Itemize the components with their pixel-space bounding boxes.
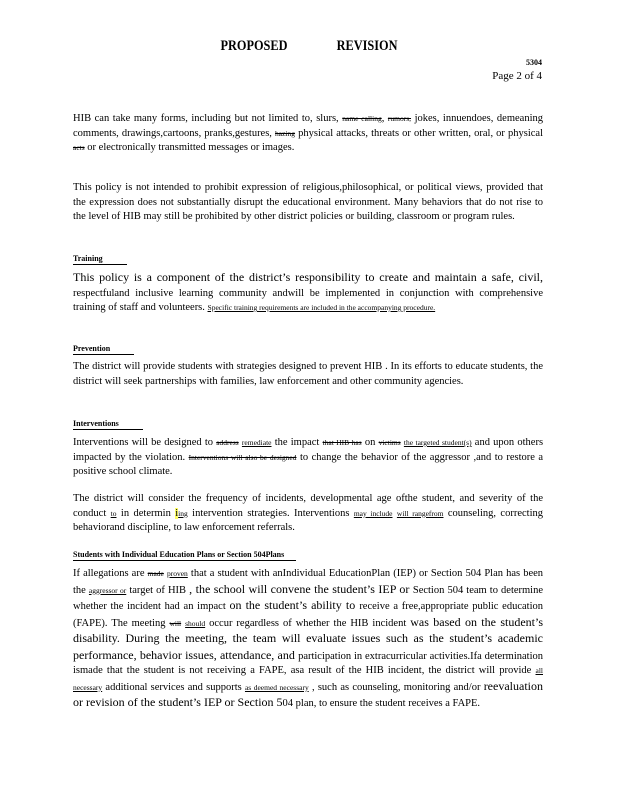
heading-prevention: Prevention <box>73 344 134 355</box>
inserted-text: all necessary <box>73 666 543 692</box>
inserted-text: will rangefrom <box>396 508 444 518</box>
inserted-text: remediate <box>241 438 272 447</box>
deleted-text: victims <box>378 438 401 447</box>
page-title <box>56 38 563 55</box>
deleted-text: address <box>216 438 239 447</box>
paragraph-policy-intent: This policy is not intended to prohibit expression of religious,philosophical, or political views, provided that the expression does not substantially disrupt the educational environment. Many behaviors that do not rise to the level of HIB may still be prohibited by other district policies or building, classroom or program rules. <box>73 182 543 222</box>
text: the impact <box>271 437 323 448</box>
paragraph-training <box>73 270 543 316</box>
inserted-text: as deemed necessary <box>244 682 309 692</box>
text: on <box>361 437 379 448</box>
title-revision: REVISION <box>336 38 398 54</box>
text: target of HIB <box>126 584 190 596</box>
inserted-text: should <box>185 618 206 628</box>
inserted-text: to <box>110 508 117 518</box>
policy-number: 5304 <box>526 58 542 67</box>
text: in determin <box>116 507 176 519</box>
deleted-text: rumors, <box>387 114 412 123</box>
highlighted-text: i <box>175 507 179 519</box>
text: , <box>381 113 388 124</box>
text: additional services and supports <box>102 681 245 693</box>
text: Section 504 team to determine whether the incident had an impact <box>73 584 544 612</box>
text: , such as counseling, monitoring and/or <box>308 681 484 693</box>
text: to change the behavior of the aggressor ,and to restore a positive school climate. <box>73 451 544 477</box>
paragraph-iep-504 <box>73 567 543 712</box>
text: jokes, innuendoes, demeaning comments, drawings,cartoons, pranks,gestures, <box>73 113 543 139</box>
deleted-text: name calling <box>342 114 382 123</box>
deleted-text: made <box>147 569 164 578</box>
inserted-text: may include <box>353 508 393 518</box>
text: , the school will convene the student’s IEP or <box>189 581 413 596</box>
text: intervention strategies. Interventions <box>187 507 354 519</box>
heading-interventions: Interventions <box>73 419 143 430</box>
deleted-text: will <box>169 618 182 628</box>
text: on the student’s ability to <box>229 598 360 612</box>
text: HIB can take many forms, including but not limited to, slurs, <box>73 113 343 124</box>
paragraph-interventions-2 <box>73 492 543 536</box>
inserted-text: the targeted student(s) <box>403 438 472 447</box>
text: If allegations are <box>73 568 148 579</box>
paragraph-interventions-1 <box>73 436 543 480</box>
deleted-text: that HIB has <box>322 438 362 447</box>
paragraph-prevention: The district will provide students with strategies designed to prevent HIB . In its efforts to educate students, the district will seek partnerships with families, law enforcement and other community agencies. <box>73 361 543 387</box>
inserted-text: aggressor or <box>88 585 127 595</box>
text: reevaluation or revision of the student’s IEP or Section 5 <box>73 678 543 709</box>
text: was based on the student’s disability. During the meeting, the team will evaluate issues such as the student’s academic performance, behavior issues, attendance, and <box>73 614 544 662</box>
inserted-text: ing <box>178 508 188 518</box>
heading-training: Training <box>73 254 127 265</box>
text: counseling, correcting behaviorand discipline, to law enforcement referrals. <box>73 507 543 533</box>
text: physical attacks, threats or other written, oral, or physical <box>295 127 543 139</box>
text: receive a free,appropriate public education (FAPE). The meeting <box>73 601 543 629</box>
text: occur regardless of whether the HIB incident <box>205 617 411 629</box>
text: or electronically transmitted messages or images. <box>84 142 295 153</box>
inserted-text: Specific training requirements are included in the accompanying procedure. <box>207 303 436 312</box>
text: Interventions will be designed to <box>73 437 217 448</box>
text: 04 plan, to ensure the student receives a FAPE. <box>282 698 481 709</box>
deleted-text: hazing <box>275 128 296 138</box>
title-proposed: PROPOSED <box>220 38 288 54</box>
inserted-text: proven <box>166 569 188 578</box>
deleted-text: Interventions will also be designed <box>188 452 297 462</box>
page-number: Page 2 of 4 <box>492 70 542 82</box>
deleted-text: acts <box>73 143 85 152</box>
text: that a student with anIndividual EducationPlan (IEP) or Section 504 Plan has been the <box>73 568 544 596</box>
text: and upon others impacted by the violation. <box>73 437 544 463</box>
text: The district will consider the frequency of incidents, developmental age ofthe student, and severity of the conduct <box>73 493 543 519</box>
heading-iep-504: Students with Individual Education Plans or Section 504Plans <box>73 550 296 561</box>
paragraph-hib-forms <box>73 112 543 156</box>
text: respectfuland inclusive learning community andwill be implemented in conjunction with comprehensive training of staff and volunteers. <box>73 287 543 313</box>
text: This policy is a component of the district’s responsibility to create and maintain a safe, civil, <box>73 270 543 284</box>
text: participation in extracurricular activities.Ifa determination ismade that the student is not receiving a FAPE, asa result of the HIB incident, the district will provide <box>73 650 543 676</box>
